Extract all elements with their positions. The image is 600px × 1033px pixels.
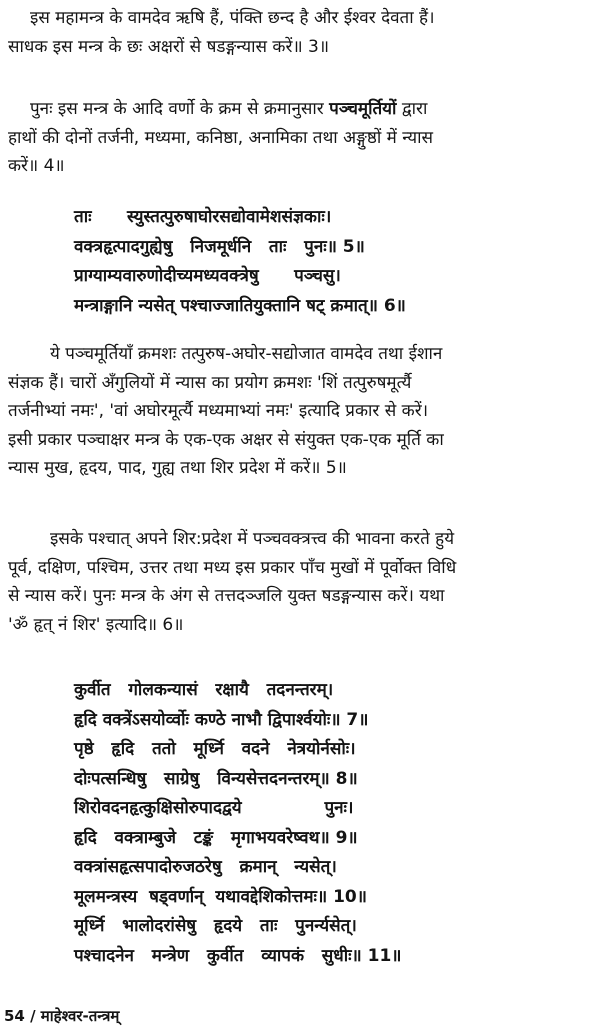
- text-line: 'ॐ हृत् नं शिर' इत्यादि॥ 6॥: [8, 614, 184, 635]
- verse-line: शिरोवदनहृत्कुक्षिसोरुपादद्वये पुनः।: [74, 798, 354, 818]
- verse-line: वक्त्रहृत्पादगुह्येषु निजमूर्धनि ताः पुनः॥ 5॥: [74, 236, 365, 257]
- verse-line: मूर्ध्नि भालोदरांसेषु हृदये ताः पुनर्न्यसेत्।: [74, 916, 357, 936]
- verse-line: ताः स्युस्तत्पुरुषाघोरसद्योवामेशसंज्ञकाः।: [74, 207, 332, 227]
- paragraph-6: [8, 525, 592, 639]
- text-segment: द्वारा: [396, 99, 428, 119]
- text-line: हाथों की दोनों तर्जनी, मध्यमा, कनिष्ठा, अनामिका तथा अङ्गुष्ठों में न्यास: [8, 127, 434, 148]
- verse-line: प्राग्याम्यवारुणोदीच्यमध्यवक्त्रेषु पञ्चसु।: [74, 266, 341, 286]
- verse-line: हृदि वक्त्राम्बुजे टङ्कं मृगाभयवरेष्वथ॥ 9॥: [74, 827, 358, 848]
- verse-line: पृष्ठे हृदि ततो मूर्ध्नि वदने नेत्रयोर्नसोः।: [74, 739, 356, 759]
- verse-block-2: [74, 676, 594, 971]
- text-line: पूर्व, दक्षिण, पश्चिम, उत्तर तथा मध्य इस प्रकार पाँच मुखों में पूर्वोक्त विधि: [8, 557, 457, 578]
- text-line: इसी प्रकार पञ्चाक्षर मन्त्र के एक-एक अक्षर से संयुक्त एक-एक मूर्ति का: [8, 429, 444, 450]
- text-line: से न्यास करें। पुनः मन्त्र के अंग से तत्तदञ्जलि युक्त षडङ्गन्यास करें। यथा: [8, 586, 445, 606]
- verse-line: दोःपत्सन्धिषु साग्रेषु विन्यसेत्तदनन्तरम्॥ 8॥: [74, 768, 358, 789]
- text-line: ये पञ्चमूर्तियाँ क्रमशः तत्पुरुष-अघोर-सद्योजात वामदेव तथा ईशान: [50, 344, 443, 364]
- text-line: इसके पश्चात् अपने शिर:प्रदेश में पञ्चवक्त्रत्त्व की भावना करते हुये: [50, 529, 455, 549]
- paragraph-4: [8, 95, 592, 181]
- text-line: इस महामन्त्र के वामदेव ऋषि हैं, पंक्ति छन्द है और ईश्वर देवता हैं।: [30, 8, 435, 28]
- verse-line: मन्त्राङ्गानि न्यसेत् पश्चाज्जातियुक्तानि षट् क्रमात्॥ 6॥: [74, 295, 406, 316]
- verse-line: पश्चादनेन मन्त्रेण कुर्वीत व्यापकं सुधीः॥ 11॥: [74, 945, 402, 966]
- verse-line: कुर्वीत गोलकन्यासं रक्षायै तदनन्तरम्।: [74, 680, 334, 700]
- bold-term: पञ्चमूर्तियों: [329, 99, 397, 119]
- text-segment: पुनः इस मन्त्र के आदि वर्णो के क्रम से क्रमानुसार: [30, 99, 330, 119]
- text-line: करें॥ 4॥: [8, 156, 65, 176]
- paragraph-3: [8, 4, 592, 61]
- text-line: न्यास मुख, हृदय, पाद, गुह्य तथा शिर प्रदेश में करें॥ 5॥: [8, 458, 347, 478]
- verse-line: वक्त्रांसहृत्सपादोरुजठरेषु क्रमान् न्यसेत्।: [74, 857, 337, 877]
- verse-line: हृदि वक्त्रेंऽसयोर्व्वोः कण्ठे नाभौ द्विपार्श्वयोः॥ 7॥: [74, 709, 369, 730]
- verse-line: मूलमन्त्रस्य षड्वर्णान् यथावद्देशिकोत्तमः॥ 10॥: [74, 886, 367, 907]
- page-footer: 54 / माहेश्वर-तन्त्रम्: [4, 1007, 120, 1025]
- paragraph-5: [8, 340, 592, 483]
- text-line: साधक इस मन्त्र के छः अक्षरों से षडङ्गन्यास करें॥ 3॥: [8, 36, 330, 57]
- text-line: संज्ञक हैं। चारों अँगुलियों में न्यास का प्रयोग क्रमशः 'शिं तत्पुरुषमूर्त्यै: [8, 372, 412, 393]
- text-line: तर्जनीभ्यां नमः', 'वां अघोरमूर्त्यै मध्यमाभ्यां नमः' इत्यादि प्रकार से करें।: [8, 401, 429, 421]
- verse-block-1: [74, 203, 594, 321]
- text-line: [8, 95, 592, 124]
